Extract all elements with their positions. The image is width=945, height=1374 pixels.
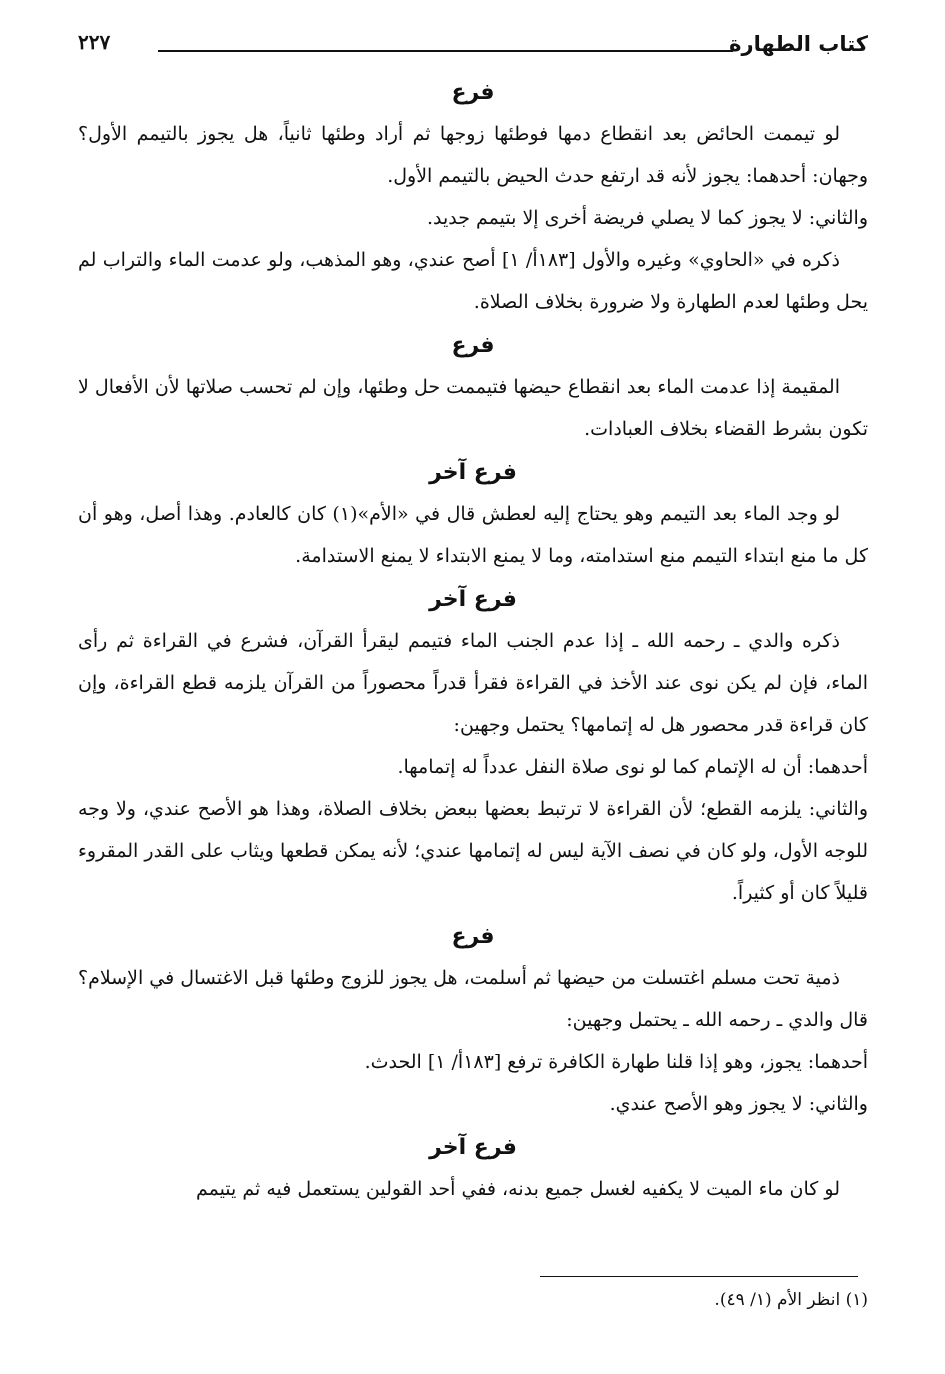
header-rule — [158, 50, 733, 52]
page-number: ٢٢٧ — [78, 30, 111, 54]
paragraph: المقيمة إذا عدمت الماء بعد انقطاع حيضها فتيممت حل وطئها، وإن لم تحسب صلاتها لأن الأفعال لا تكون بشرط القضاء بخلاف العبادات. — [78, 376, 868, 440]
paragraph: ذكره والدي ـ رحمه الله ـ إذا عدم الجنب الماء فتيمم ليقرأ القرآن، فشرع في القراءة ثم رأى الماء، فإن لم يكن نوى عند الأخذ في القراءة فقرأ قدراً محصوراً من القرآن يلزمه قطع القراءة، وإن كان قراءة قدر محصور هل له إتمامها؟ يحتمل وجهين: — [78, 630, 868, 736]
paragraph: لو وجد الماء بعد التيمم وهو يحتاج إليه لعطش قال في «الأم»(١) كان كالعادم. وهذا أصل، وهو أن كل ما منع ابتداء التيمم منع استدامته، وما لا يمنع الابتداء لا يمنع الاستدامة. — [78, 503, 868, 567]
running-head-title: كتاب الطهارة — [729, 32, 868, 56]
paragraph: والثاني: لا يجوز وهو الأصح عندي. — [609, 1093, 868, 1115]
section-heading: فرع — [451, 333, 495, 358]
footnote-rule — [540, 1276, 858, 1277]
section-heading: فرع — [451, 924, 495, 949]
footnote: (١) انظر الأم (١/ ٤٩). — [714, 1290, 868, 1310]
page — [78, 30, 868, 1210]
paragraph: أحدهما: يجوز، وهو إذا قلنا طهارة الكافرة ترفع [١٨٣أ/ ١] الحدث. — [364, 1051, 868, 1073]
paragraph: ذمية تحت مسلم اغتسلت من حيضها ثم أسلمت، هل يجوز للزوج وطئها قبل الاغتسال في الإسلام؟ قال والدي ـ رحمه الله ـ يحتمل وجهين: — [78, 967, 868, 1031]
paragraph: والثاني: لا يجوز كما لا يصلي فريضة أخرى إلا بتيمم جديد. — [426, 207, 868, 229]
paragraph: لو كان ماء الميت لا يكفيه لغسل جميع بدنه، ففي أحد القولين يستعمل فيه ثم يتيمم — [195, 1178, 840, 1200]
paragraph: والثاني: يلزمه القطع؛ لأن القراءة لا ترتبط بعضها ببعض بخلاف الصلاة، وهذا هو الأصح عندي، ولا وجه للوجه الأول، ولو كان في نصف الآية ليس له إتمامها عندي؛ لأنه يمكن قطعها ويثاب على القدر المقروء قليلاً كان أو كثيراً. — [78, 798, 868, 904]
section-heading: فرع آخر — [429, 1135, 517, 1160]
section-heading: فرع آخر — [429, 587, 517, 612]
page-header — [78, 30, 868, 70]
section-heading: فرع — [451, 80, 495, 105]
section-heading: فرع آخر — [429, 460, 517, 485]
paragraph: ذكره في «الحاوي» وغيره والأول [١٨٣أ/ ١] أصح عندي، وهو المذهب، ولو عدمت الماء والتراب لم يحل وطئها لعدم الطهارة ولا ضرورة بخلاف الصلاة. — [78, 249, 868, 313]
paragraph: أحدهما: أن له الإتمام كما لو نوى صلاة النفل عدداً له إتمامها. — [397, 756, 868, 778]
paragraph: لو تيممت الحائض بعد انقطاع دمها فوطئها زوجها ثم أراد وطئها ثانياً، هل يجوز بالتيمم الأول؟ وجهان: أحدهما: يجوز لأنه قد ارتفع حدث الحيض بالتيمم الأول. — [78, 123, 868, 187]
